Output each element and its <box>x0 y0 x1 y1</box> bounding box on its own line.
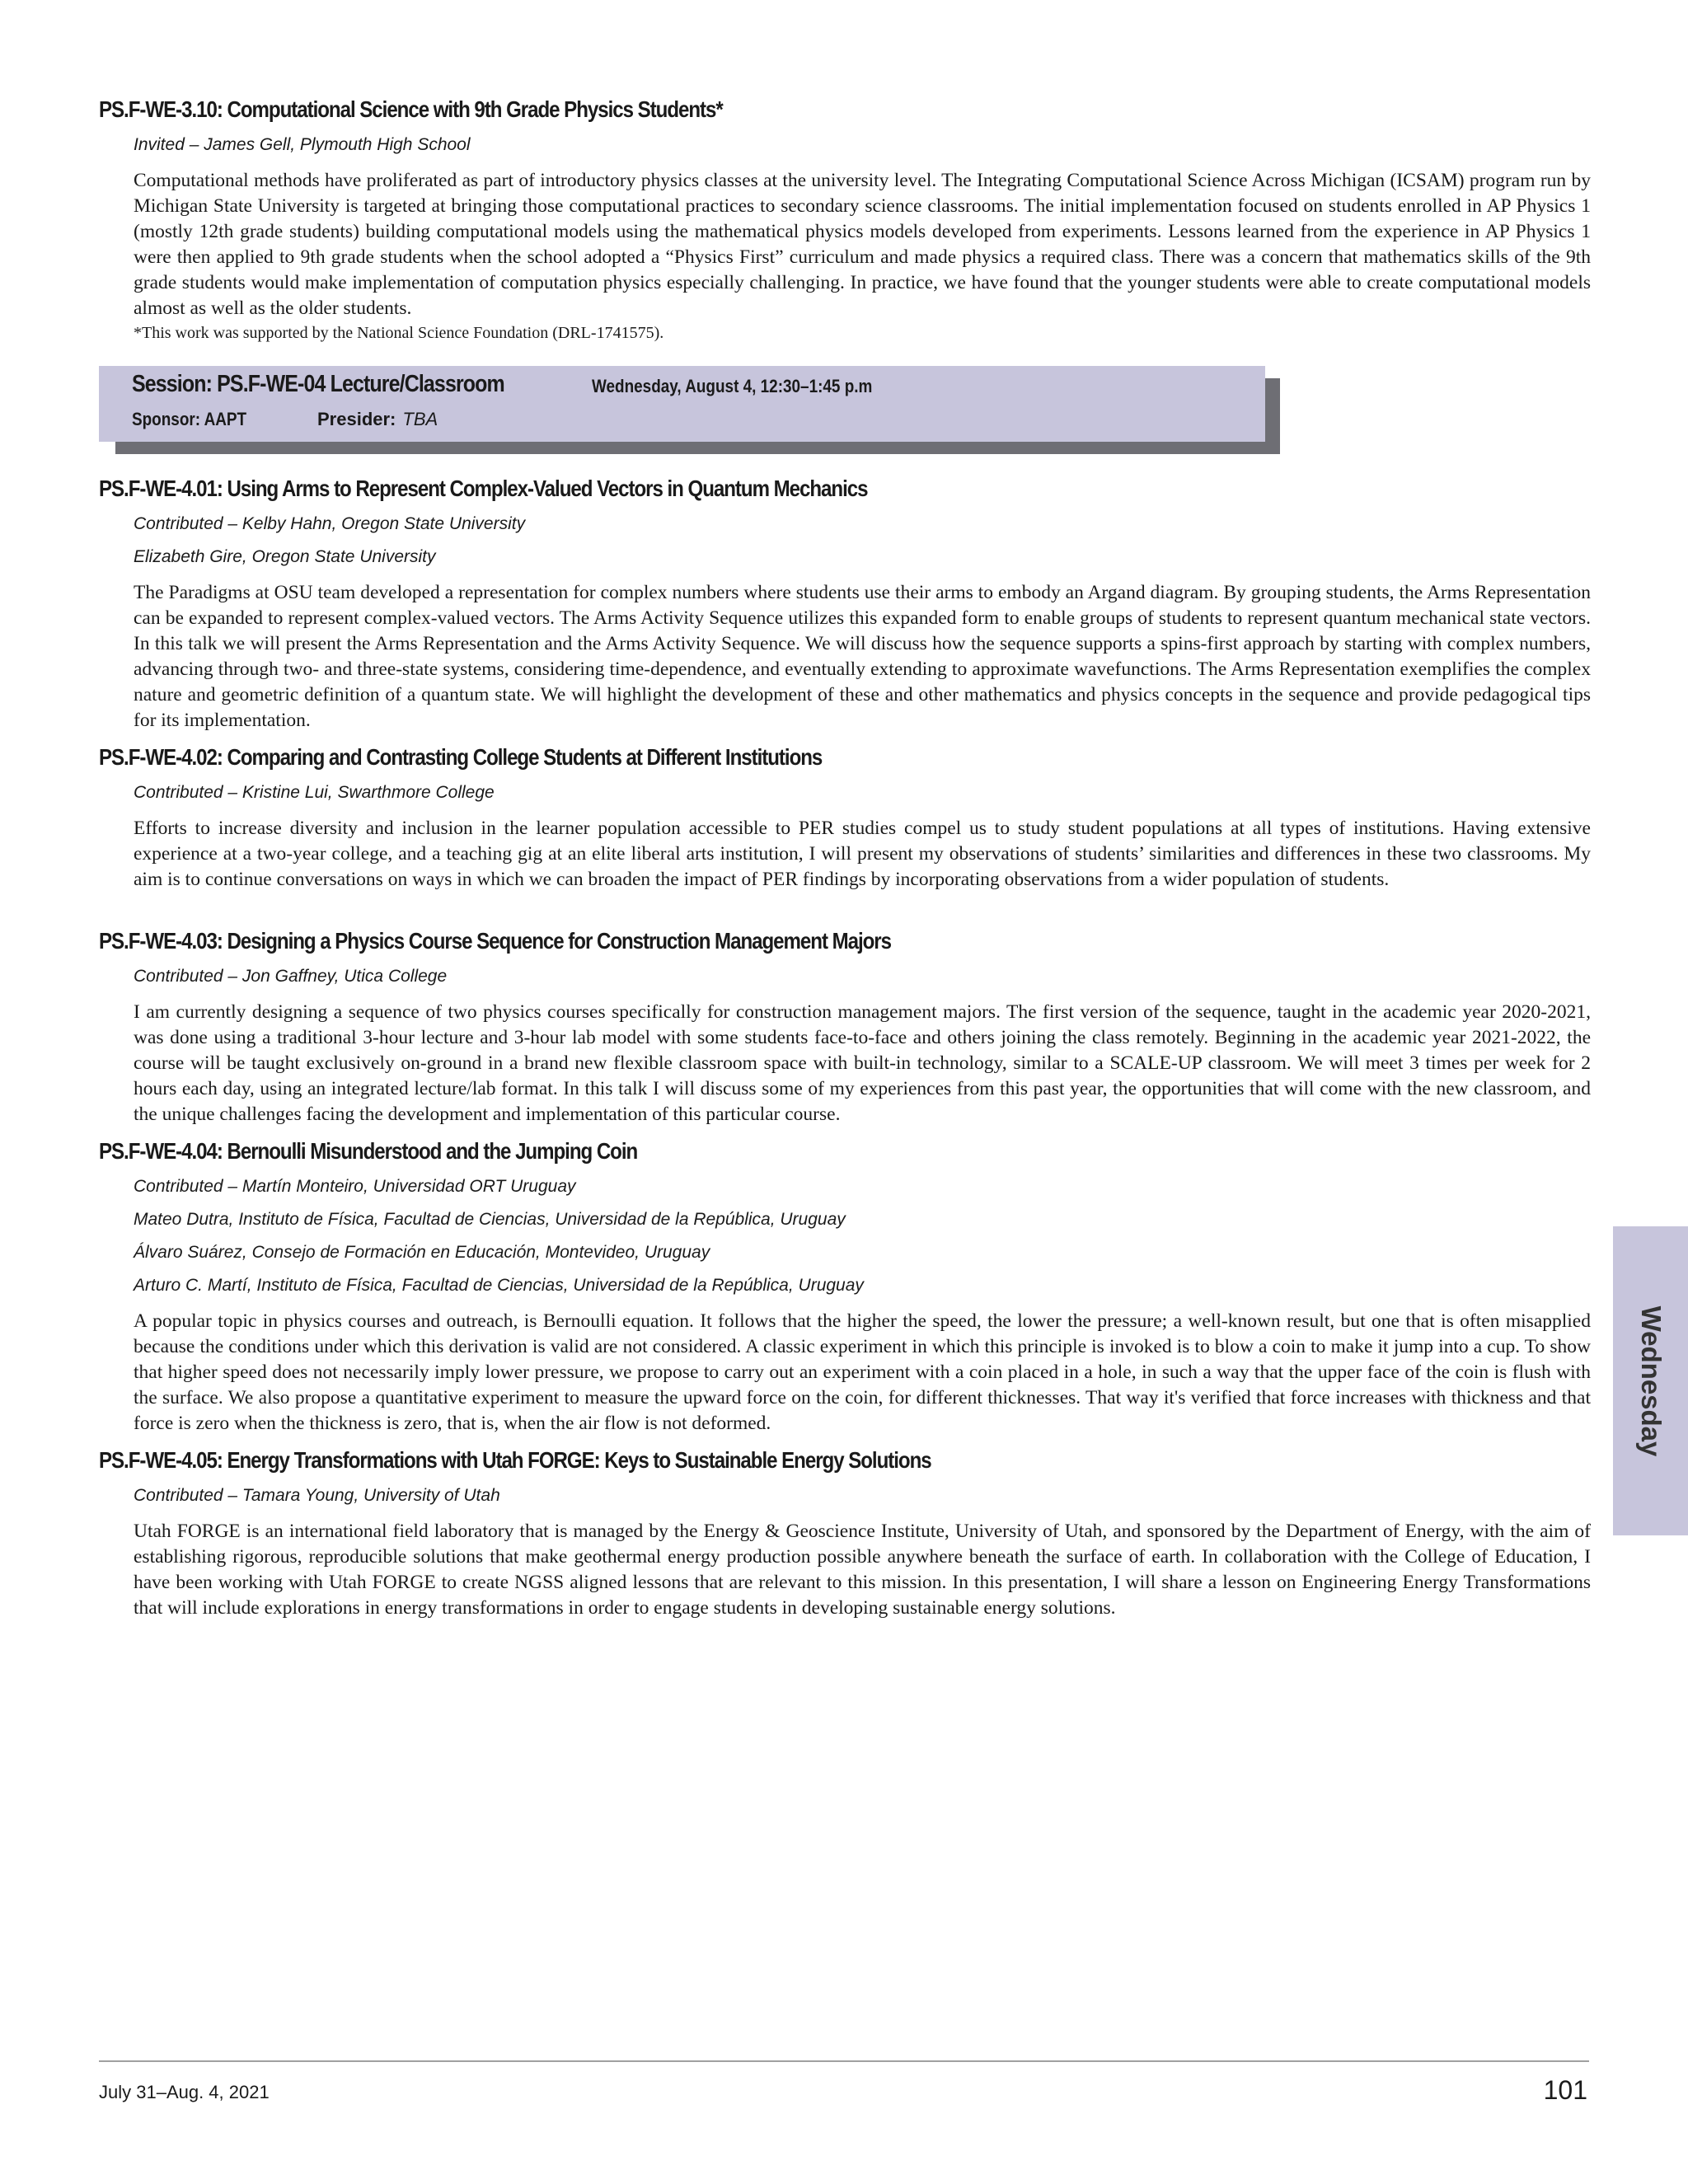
abstract-body: Efforts to increase diversity and inclusion in the learner population accessible to PER studies compel us to study student populations at all types of institutions. Having extensive experience at a two-year college, and a teaching gig at an elite liberal arts institution, I will present my observations of students’ similarities and differences in these two classrooms. My aim is to continue conversations on ways in which we can broaden the impact of PER findings by incorporating observations from a wider population of students. <box>134 818 1591 890</box>
abstract-author: Contributed – Kelby Hahn, Oregon State University <box>134 514 526 533</box>
abstract-ps-f-we-4-01 <box>99 475 1591 733</box>
page-number: 101 <box>1543 2075 1587 2105</box>
abstract-body: A popular topic in physics courses and outreach, is Bernoulli equation. It follows that the higher the speed, the lower the pressure; a well-known result, but one that is often misapplied because the conditions under which this derivation is valid are not considered. A classic experiment in which this principle is invoked is to blow a coin to make it jump into a cup. To show that higher speed does not necessarily imply lower pressure, we propose to carry out an experiment with a coin placed in a hole, in such a way that the upper face of the coin is flush with the surface. We also propose a quantitative experiment to measure the upward force on the coin, for different thicknesses. That way it's verified that force increases with thickness and that force is zero when the thickness is zero, that is, when the air flow is not deformed. <box>134 1310 1591 1434</box>
abstract-author: Contributed – Jon Gaffney, Utica College <box>134 967 448 986</box>
session-date: Wednesday, August 4, 12:30–1:45 p.m <box>592 376 873 396</box>
abstract-body: Computational methods have proliferated as part of introductory physics classes at the university level. The Integrating Computational Science Across Michigan (ICSAM) program run by Michigan State University is targeted at bringing those computational practices to secondary science classrooms. The initial implementation focused on students enrolled in AP Physics 1 (mostly 12th grade students) building computational models using the mathematical physics models developed from experiments. Lessons learned from the experience in AP Physics 1 were then applied to 9th grade students when the school adopted a “Physics First” curriculum and made physics a required class. There was a concern that mathematics skills of the 9th grade students would make implementation of computation physics especially challenging. In practice, we have found that the younger students were able to create computational models almost as well as the older students. <box>134 170 1591 319</box>
abstract-ps-f-we-4-03 <box>99 927 1591 1127</box>
day-side-tab <box>1613 1226 1688 1535</box>
session-title: Session: PS.F-WE-04 Lecture/Classroom <box>132 371 504 397</box>
abstract-author: Contributed – Tamara Young, University of Utah <box>134 1486 500 1505</box>
abstract-author: Elizabeth Gire, Oregon State University <box>134 547 436 566</box>
session-sponsor: Sponsor: AAPT <box>132 409 247 429</box>
abstract-title: PS.F-WE-4.01: Using Arms to Represent Complex-Valued Vectors in Quantum Mechanics <box>99 476 868 501</box>
day-side-tab-label: Wednesday <box>1635 1305 1667 1456</box>
abstract-body: I am currently designing a sequence of two physics courses specifically for construction management majors. The first version of the sequence, taught in the academic year 2020-2021, was done using a traditional 3-hour lecture and 3-hour lab model with some students face-to-face and others joining the class remotely. Beginning in the academic year 2021-2022, the course will be taught exclusively on-ground in a brand new flexible classroom space with built-in technology, similar to a SCALE-UP classroom. We will meet 3 times per week for 2 hours each day, using an integrated lecture/lab format. In this talk I will discuss some of my experiences from this past year, the opportunities that will come with the new classroom, and the unique challenges facing the development and implementation of this particular course. <box>134 1001 1591 1125</box>
abstract-author: Arturo C. Martí, Instituto de Física, Facultad de Ciencias, Universidad de la República, Uruguay <box>134 1276 864 1295</box>
presider-value: TBA <box>402 409 438 429</box>
abstract-body: Utah FORGE is an international field laboratory that is managed by the Energy & Geoscience Institute, University of Utah, and sponsored by the Department of Energy, with the aim of establishing rigorous, reproducible solutions that make geothermal energy production possible anywhere beneath the surface of earth. In collaboration with the College of Education, I have been working with Utah FORGE to create NGSS aligned lessons that are relevant to this mission. In this presentation, I will share a lesson on Engineering Energy Transformations that will include explorations in energy transformations in order to engage students in developing sustainable energy solutions. <box>134 1521 1591 1619</box>
abstract-author: Contributed – Kristine Lui, Swarthmore College <box>134 783 495 802</box>
abstract-title: PS.F-WE-4.03: Designing a Physics Course Sequence for Construction Management Majors <box>99 928 892 954</box>
abstract-author: Contributed – Martín Monteiro, Universidad ORT Uruguay <box>134 1177 576 1196</box>
abstract-title: PS.F-WE-3.10: Computational Science with 9th Grade Physics Students* <box>99 96 723 122</box>
session-banner <box>99 366 1265 442</box>
abstract-title: PS.F-WE-4.04: Bernoulli Misunderstood and the Jumping Coin <box>99 1138 638 1164</box>
abstract-ps-f-we-3-10 <box>99 96 1591 344</box>
abstract-author: Invited – James Gell, Plymouth High School <box>134 135 471 154</box>
footer-dates: July 31–Aug. 4, 2021 <box>99 2082 270 2102</box>
abstract-title: PS.F-WE-4.05: Energy Transformations with Utah FORGE: Keys to Sustainable Energy Solutions <box>99 1447 931 1473</box>
footer-rule <box>99 2060 1589 2062</box>
abstract-title: PS.F-WE-4.02: Comparing and Contrasting College Students at Different Institutions <box>99 744 823 770</box>
abstract-ps-f-we-4-04 <box>99 1137 1591 1436</box>
abstract-footnote: *This work was supported by the National Science Foundation (DRL-1741575). <box>134 324 664 342</box>
abstract-ps-f-we-4-05 <box>99 1446 1591 1621</box>
presider-label: Presider: <box>317 409 396 429</box>
abstract-author: Mateo Dutra, Instituto de Física, Facultad de Ciencias, Universidad de la República, Uruguay <box>134 1210 846 1229</box>
session-presider <box>317 409 438 430</box>
abstract-ps-f-we-4-02 <box>99 743 1591 893</box>
abstract-body: The Paradigms at OSU team developed a representation for complex numbers where students use their arms to embody an Argand diagram. By grouping students, the Arms Representation can be expanded to represent complex-valued vectors. The Arms Activity Sequence utilizes this expanded form to enable groups of students to represent quantum mechanical state vectors. In this talk we will present the Arms Representation and the Arms Activity Sequence. We will discuss how the sequence supports a spins-first approach by starting with complex numbers, advancing through two- and three-state systems, considering time-dependence, and eventually extending to approximate wavefunctions. The Arms Representation exemplifies the complex nature and geometric definition of a quantum state. We will highlight the development of these and other mathematics and physics concepts in the sequence and provide pedagogical tips for its implementation. <box>134 582 1591 731</box>
abstract-author: Álvaro Suárez, Consejo de Formación en Educación, Montevideo, Uruguay <box>134 1243 710 1262</box>
